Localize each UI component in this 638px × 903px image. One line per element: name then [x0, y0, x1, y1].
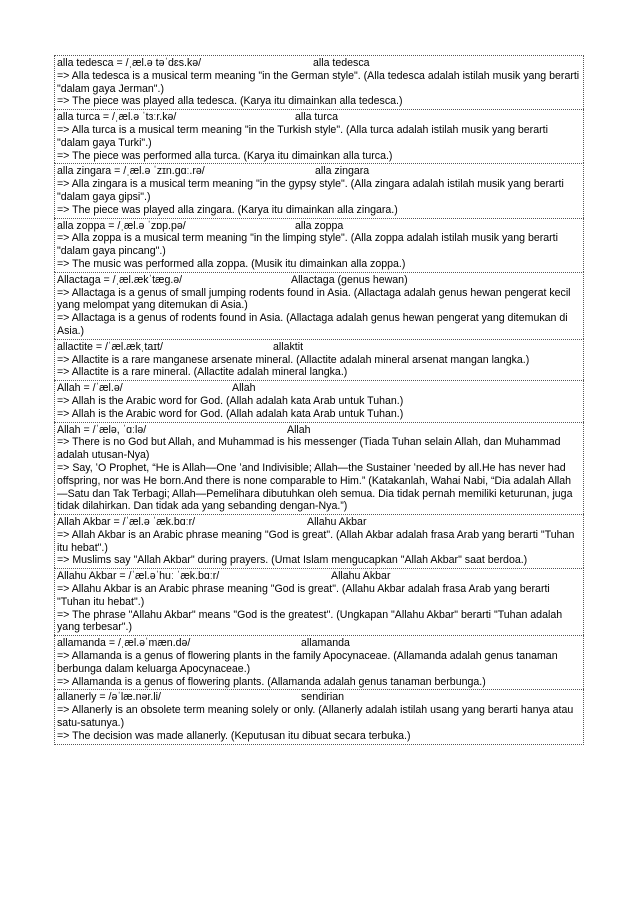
- translation: allaktit: [273, 340, 304, 353]
- headword-pronunciation: allactite = /ˈæl.ækˌtaɪt/: [57, 340, 163, 353]
- translation: alla turca: [295, 111, 338, 124]
- translation: Allah: [287, 423, 311, 436]
- definition-line: => Allamanda is a genus of flowering plants in the family Apocynaceae. (Allamanda adalah genus tanaman berbunga dalam keluarga Apocynaceae.): [57, 650, 558, 675]
- definition-line: => Allah Akbar is an Arabic phrase meaning "God is great". (Allah Akbar adalah frasa Arab yang berarti "Tuhan itu hebat".): [57, 528, 575, 554]
- example-line: => Allah is the Arabic word for God. (Allah adalah kata Arab untuk Tuhan.): [57, 407, 404, 420]
- dictionary-entry: [54, 218, 584, 272]
- headword-pronunciation: alla zingara = /ˌæl.ə ˈzɪn.ɡɑː.rə/: [57, 165, 205, 178]
- headword-pronunciation: Allactaga = /ˌæl.ækˈtæɡ.ə/: [57, 273, 183, 286]
- translation: alla tedesca: [313, 57, 370, 69]
- entry-head: [57, 165, 581, 178]
- translation: Allactaga (genus hewan): [291, 273, 408, 286]
- headword-pronunciation: Allahu Akbar = /ˈæl.əˈhuː ˈæk.bɑːr/: [57, 570, 220, 583]
- example-line: => Allactite is a rare mineral. (Allactite adalah mineral langka.): [57, 366, 348, 379]
- dictionary-entry: [54, 689, 584, 744]
- headword-pronunciation: Allah Akbar = /ˈæl.ə ˈæk.bɑːr/: [57, 516, 196, 529]
- example-line: => The phrase "Allahu Akbar" means "God is the greatest". (Ungkapan "Allahu Akbar" berarti "Tuhan adalah yang terbesar".): [57, 608, 563, 634]
- headword-pronunciation: alla zoppa = /ˌæl.ə ˈzɒp.pə/: [57, 219, 186, 232]
- translation: alla zoppa: [295, 219, 344, 232]
- translation: alla zingara: [315, 165, 370, 178]
- example-line: => The piece was played alla tedesca. (Karya itu dimainkan alla tedesca.): [57, 95, 403, 108]
- dictionary-entry: [54, 635, 584, 689]
- example-line: => Say, ʻO Prophet, “He is Allah—One ʻand Indivisible; Allah—the Sustainer ʻneeded by all.He has never had offspring, nor was He born.And there is none comparable to Him.” (Katakanlah, Wahai Nabi, “Dia adalah Allah—Satu dan Tak Terbagi; Allah—Pemelihara dibutuhkan oleh semua. Dia tidak pernah memiliki keturunan, juga tidak dilahirkan. Dan tidak ada yang sebanding dengan-Nya.”): [57, 461, 573, 513]
- entry-head: [57, 691, 581, 704]
- translation: Allahu Akbar: [307, 516, 367, 529]
- definition-line: => Allactite is a rare manganese arsenate mineral. (Allactite adalah mineral arsenat mangan langka.): [57, 353, 530, 366]
- definition-line: => Alla turca is a musical term meaning "in the Turkish style". (Alla turca adalah istilah musik yang berarti "dalam gaya Turki".): [57, 123, 548, 149]
- entry-head: [57, 274, 581, 287]
- headword-pronunciation: allamanda = /ˌæl.əˈmæn.də/: [57, 637, 191, 650]
- dictionary-entry: [54, 163, 584, 217]
- entry-head: [57, 570, 581, 583]
- definition-line: => Allah is the Arabic word for God. (Allah adalah kata Arab untuk Tuhan.): [57, 394, 404, 407]
- entry-head: [57, 57, 581, 70]
- example-line: => The piece was performed alla turca. (Karya itu dimainkan alla turca.): [57, 149, 393, 162]
- dictionary-entry: [54, 55, 584, 109]
- headword-pronunciation: Allah = /ˈælə, ˈɑːlə/: [57, 423, 147, 436]
- entry-head: [57, 424, 581, 437]
- dictionary-entry: [54, 272, 584, 339]
- dictionary-entry: [54, 422, 584, 515]
- definition-line: => Alla tedesca is a musical term meaning "in the German style". (Alla tedesca adalah istilah musik yang berarti "dalam gaya Jerman".): [57, 69, 580, 95]
- dictionary-entry: [54, 514, 584, 568]
- dictionary-entry: [54, 568, 584, 635]
- translation: allamanda: [301, 637, 350, 650]
- translation: Allah: [232, 382, 256, 395]
- example-line: => Muslims say "Allah Akbar" during prayers. (Umat Islam mengucapkan "Allah Akbar" saat berdoa.): [57, 554, 528, 567]
- example-line: => Allamanda is a genus of flowering plants. (Allamanda adalah genus tanaman berbunga.): [57, 675, 486, 688]
- translation: sendirian: [301, 691, 344, 704]
- example-line: => The music was performed alla zoppa. (Musik itu dimainkan alla zoppa.): [57, 257, 406, 270]
- definition-line: => Alla zingara is a musical term meaning "in the gypsy style". (Alla zingara adalah istilah musik yang berarti "dalam gaya gipsi".): [57, 178, 564, 203]
- headword-pronunciation: alla turca = /ˌæl.ə ˈtɜːr.kə/: [57, 111, 177, 124]
- entry-head: [57, 111, 581, 124]
- definition-line: => Allanerly is an obsolete term meaning solely or only. (Allanerly adalah istilah usang yang berarti hanya atau satu-satunya.): [57, 704, 574, 730]
- example-line: => The decision was made allanerly. (Keputusan itu dibuat secara terbuka.): [57, 729, 411, 742]
- entry-head: [57, 637, 581, 650]
- dictionary-page: [54, 55, 584, 745]
- example-line: => The piece was played alla zingara. (Karya itu dimainkan alla zingara.): [57, 203, 398, 216]
- headword-pronunciation: alla tedesca = /ˌæl.ə təˈdɛs.kə/: [57, 57, 202, 69]
- definition-line: => Alla zoppa is a musical term meaning "in the limping style". (Alla zoppa adalah istilah musik yang berarti "dalam gaya pincang".): [57, 232, 558, 258]
- example-line: => Allactaga is a genus of rodents found in Asia. (Allactaga adalah genus hewan pengerat yang ditemukan di Asia.): [57, 312, 568, 337]
- definition-line: => Allahu Akbar is an Arabic phrase meaning "God is great". (Allahu Akbar adalah frasa Arab yang berarti "Tuhan itu hebat".): [57, 583, 550, 608]
- dictionary-entry: [54, 380, 584, 421]
- translation: Allahu Akbar: [331, 570, 391, 583]
- headword-pronunciation: allanerly = /əˈlæ.nər.li/: [57, 691, 161, 704]
- definition-line: => Allactaga is a genus of small jumping rodents found in Asia. (Allactaga adalah genus hewan pengerat kecil yang melompat yang ditemukan di Asia.): [57, 286, 571, 312]
- entry-head: [57, 341, 581, 354]
- entry-head: [57, 220, 581, 233]
- dictionary-entry: [54, 109, 584, 163]
- definition-line: => There is no God but Allah, and Muhammad is his messenger (Tiada Tuhan selain Allah, dan Muhammad adalah utusan-Nya): [57, 436, 561, 462]
- headword-pronunciation: Allah = /ˈæl.ə/: [57, 382, 123, 395]
- entry-head: [57, 382, 581, 395]
- dictionary-entry: [54, 339, 584, 380]
- entry-head: [57, 516, 581, 529]
